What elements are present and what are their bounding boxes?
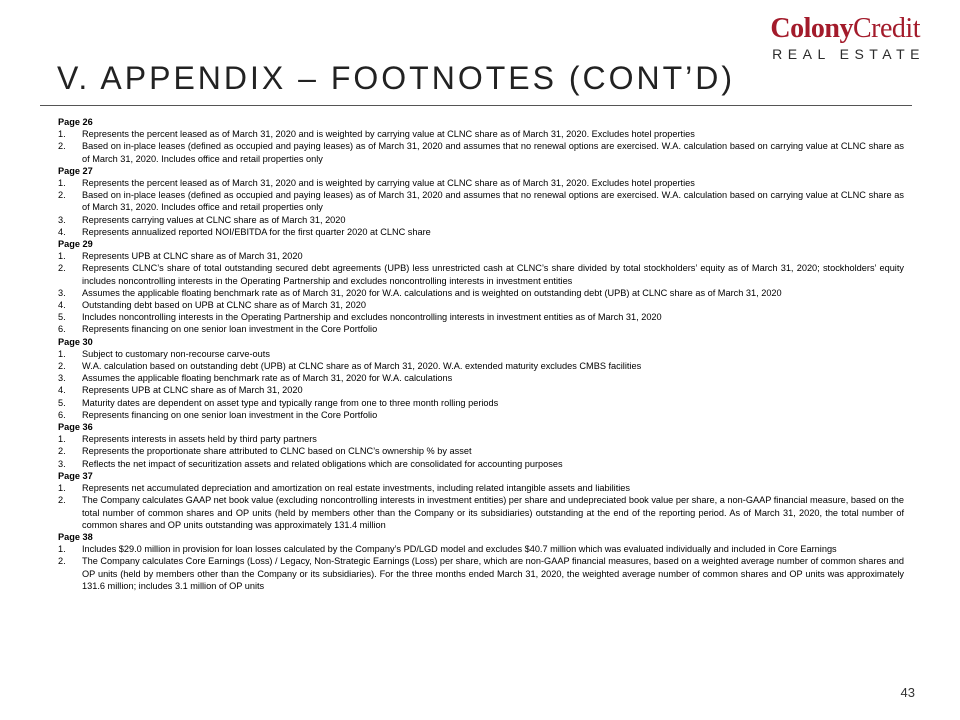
footnote-item [58, 262, 904, 286]
footnote-item [58, 360, 904, 372]
footnote-number: 1. [58, 483, 66, 494]
logo-colony-text: Colony [770, 13, 853, 44]
footnote-number: 5. [58, 397, 66, 408]
footnote-number: 2. [58, 495, 66, 506]
footnote-number: 4. [58, 226, 66, 237]
footnote-item [58, 433, 904, 445]
footnote-item [58, 287, 904, 299]
footnote-text: W.A. calculation based on outstanding debt (UPB) at CLNC share as of March 31, 2020. W.A. extended maturity excludes CMBS facilities [82, 361, 642, 372]
footnote-number: 1. [58, 434, 66, 445]
footnote-item [58, 250, 904, 262]
footnotes-content [58, 116, 904, 592]
footnote-number: 2. [58, 361, 66, 372]
footnote-text: The Company calculates GAAP net book value (excluding noncontrolling interests in investment entities) per share and undepreciated book value per share, a non-GAAP financial measure, based on the total number of common shares and OP units (held by members other than the Company or its subsidiaries) outstanding at the end of the reporting period. As of March 31, 2020, the total number of common shares and OP units outstanding was approximately 131.4 million [82, 495, 904, 530]
footnote-number: 2. [58, 446, 66, 457]
footnote-item [58, 482, 904, 494]
footnote-item [58, 226, 904, 238]
footnote-item [58, 543, 904, 555]
footnote-text: Represents carrying values at CLNC share as of March 31, 2020 [82, 214, 346, 225]
logo-wordmark [770, 14, 920, 44]
footnote-section-label: Page 38 [58, 531, 93, 542]
footnote-item [58, 311, 904, 323]
footnote-text: Subject to customary non-recourse carve-outs [82, 348, 270, 359]
footnote-section-label: Page 37 [58, 470, 93, 481]
footnote-text: Represents CLNC’s share of total outstanding secured debt agreements (UPB) less unrestricted cash at CLNC’s share divided by total stockholders’ equity as of March 31, 2020; stockholders’ equity includes noncontrolling interests in the Operating Partnership and excludes noncontrolling interests in investment entities [82, 263, 904, 286]
footnote-item [58, 372, 904, 384]
footnote-item [58, 299, 904, 311]
logo-tagline: REAL ESTATE [772, 46, 925, 62]
footnote-text: Represents net accumulated depreciation and amortization on real estate investments, including related intangible assets and liabilities [82, 483, 630, 494]
footnote-item [58, 494, 904, 531]
title-divider [40, 105, 912, 106]
footnote-list [58, 543, 904, 592]
footnote-number: 1. [58, 178, 66, 189]
footnote-item [58, 397, 904, 409]
footnote-number: 3. [58, 373, 66, 384]
footnote-text: Outstanding debt based on UPB at CLNC share as of March 31, 2020 [82, 300, 366, 311]
footnote-item [58, 140, 904, 164]
footnote-text: Represents UPB at CLNC share as of March 31, 2020 [82, 251, 303, 262]
footnote-text: Represents UPB at CLNC share as of March 31, 2020 [82, 385, 303, 396]
footnote-number: 6. [58, 324, 66, 335]
footnote-section-label: Page 27 [58, 165, 93, 176]
footnote-number: 2. [58, 556, 66, 567]
footnote-number: 3. [58, 214, 66, 225]
footnote-list [58, 250, 904, 335]
footnote-text: Includes noncontrolling interests in the Operating Partnership and excludes noncontrolling interests in investment entities as of March 31, 2020 [82, 312, 662, 323]
footnote-item [58, 384, 904, 396]
footnote-list [58, 433, 904, 470]
footnote-text: Reflects the net impact of securitization assets and related obligations which are consolidated for accounting purposes [82, 458, 563, 469]
footnote-text: Maturity dates are dependent on asset type and typically range from one to three month rolling periods [82, 397, 499, 408]
footnote-text: Assumes the applicable floating benchmark rate as of March 31, 2020 for W.A. calculations [82, 373, 453, 384]
footnote-number: 3. [58, 458, 66, 469]
footnote-section-label: Page 30 [58, 336, 93, 347]
footnote-item [58, 555, 904, 592]
footnote-text: Represents financing on one senior loan investment in the Core Portfolio [82, 409, 378, 420]
footnote-text: Represents the percent leased as of March 31, 2020 and is weighted by carrying value at CLNC share as of March 31, 2020. Excludes hotel properties [82, 178, 695, 189]
footnote-number: 1. [58, 348, 66, 359]
footnote-list [58, 128, 904, 165]
footnote-list [58, 482, 904, 531]
footnote-section-label: Page 29 [58, 239, 93, 250]
footnote-section-label: Page 36 [58, 422, 93, 433]
footnote-text: The Company calculates Core Earnings (Loss) / Legacy, Non-Strategic Earnings (Loss) per share, which are non-GAAP financial measures, based on a weighted average number of common shares and OP units (held by members other than the Company or its subsidiaries). For the three months ended March 31, 2020, the weighted average number of common shares and OP units was approximately 131.6 million; includes 3.1 million of OP units [82, 556, 904, 591]
footnote-text: Represents annualized reported NOI/EBITDA for the first quarter 2020 at CLNC share [82, 226, 431, 237]
footnote-number: 1. [58, 544, 66, 555]
footnote-item [58, 458, 904, 470]
footnote-number: 4. [58, 385, 66, 396]
footnote-number: 2. [58, 263, 66, 274]
footnote-text: Represents financing on one senior loan investment in the Core Portfolio [82, 324, 378, 335]
footnote-number: 2. [58, 190, 66, 201]
footnote-text: Based on in-place leases (defined as occupied and paying leases) as of March 31, 2020 and assumes that no renewal options are exercised. W.A. calculation based on carrying value at CLNC share as of March 31, 2020. Includes office and retail properties only [82, 141, 904, 164]
footnote-text: Represents the proportionate share attributed to CLNC based on CLNC’s ownership % by asset [82, 446, 472, 457]
footnote-text: Represents interests in assets held by third party partners [82, 434, 317, 445]
footnote-number: 3. [58, 287, 66, 298]
footnote-section-label: Page 26 [58, 117, 93, 127]
footnote-text: Assumes the applicable floating benchmark rate as of March 31, 2020 for W.A. calculations and is weighted on outstanding debt (UPB) at CLNC share as of March 31, 2020 [82, 287, 782, 298]
page-title: V. APPENDIX – FOOTNOTES (CONT’D) [57, 60, 736, 96]
footnote-item [58, 128, 904, 140]
footnote-number: 1. [58, 251, 66, 262]
footnote-item [58, 214, 904, 226]
footnote-item [58, 348, 904, 360]
footnote-text: Includes $29.0 million in provision for loan losses calculated by the Company’s PD/LGD model and excludes $40.7 million which was evaluated individually and included in Core Earnings [82, 544, 837, 555]
footnote-list [58, 177, 904, 238]
footnote-number: 1. [58, 129, 66, 140]
footnote-number: 2. [58, 141, 66, 152]
company-logo [770, 13, 925, 62]
footnote-item [58, 323, 904, 335]
footnote-text: Based on in-place leases (defined as occupied and paying leases) as of March 31, 2020 and assumes that no renewal options are exercised. W.A. calculation based on carrying value at CLNC share as of March 31, 2020. Includes office and retail properties only [82, 190, 904, 213]
logo-credit-text: Credit [853, 13, 920, 44]
footnote-item [58, 445, 904, 457]
footnote-number: 4. [58, 300, 66, 311]
footnote-item [58, 189, 904, 213]
footnote-text: Represents the percent leased as of March 31, 2020 and is weighted by carrying value at CLNC share as of March 31, 2020. Excludes hotel properties [82, 129, 695, 140]
footnote-item [58, 409, 904, 421]
footnote-list [58, 348, 904, 421]
footnote-number: 5. [58, 312, 66, 323]
page-number: 43 [900, 685, 915, 700]
footnote-item [58, 177, 904, 189]
footnote-number: 6. [58, 409, 66, 420]
